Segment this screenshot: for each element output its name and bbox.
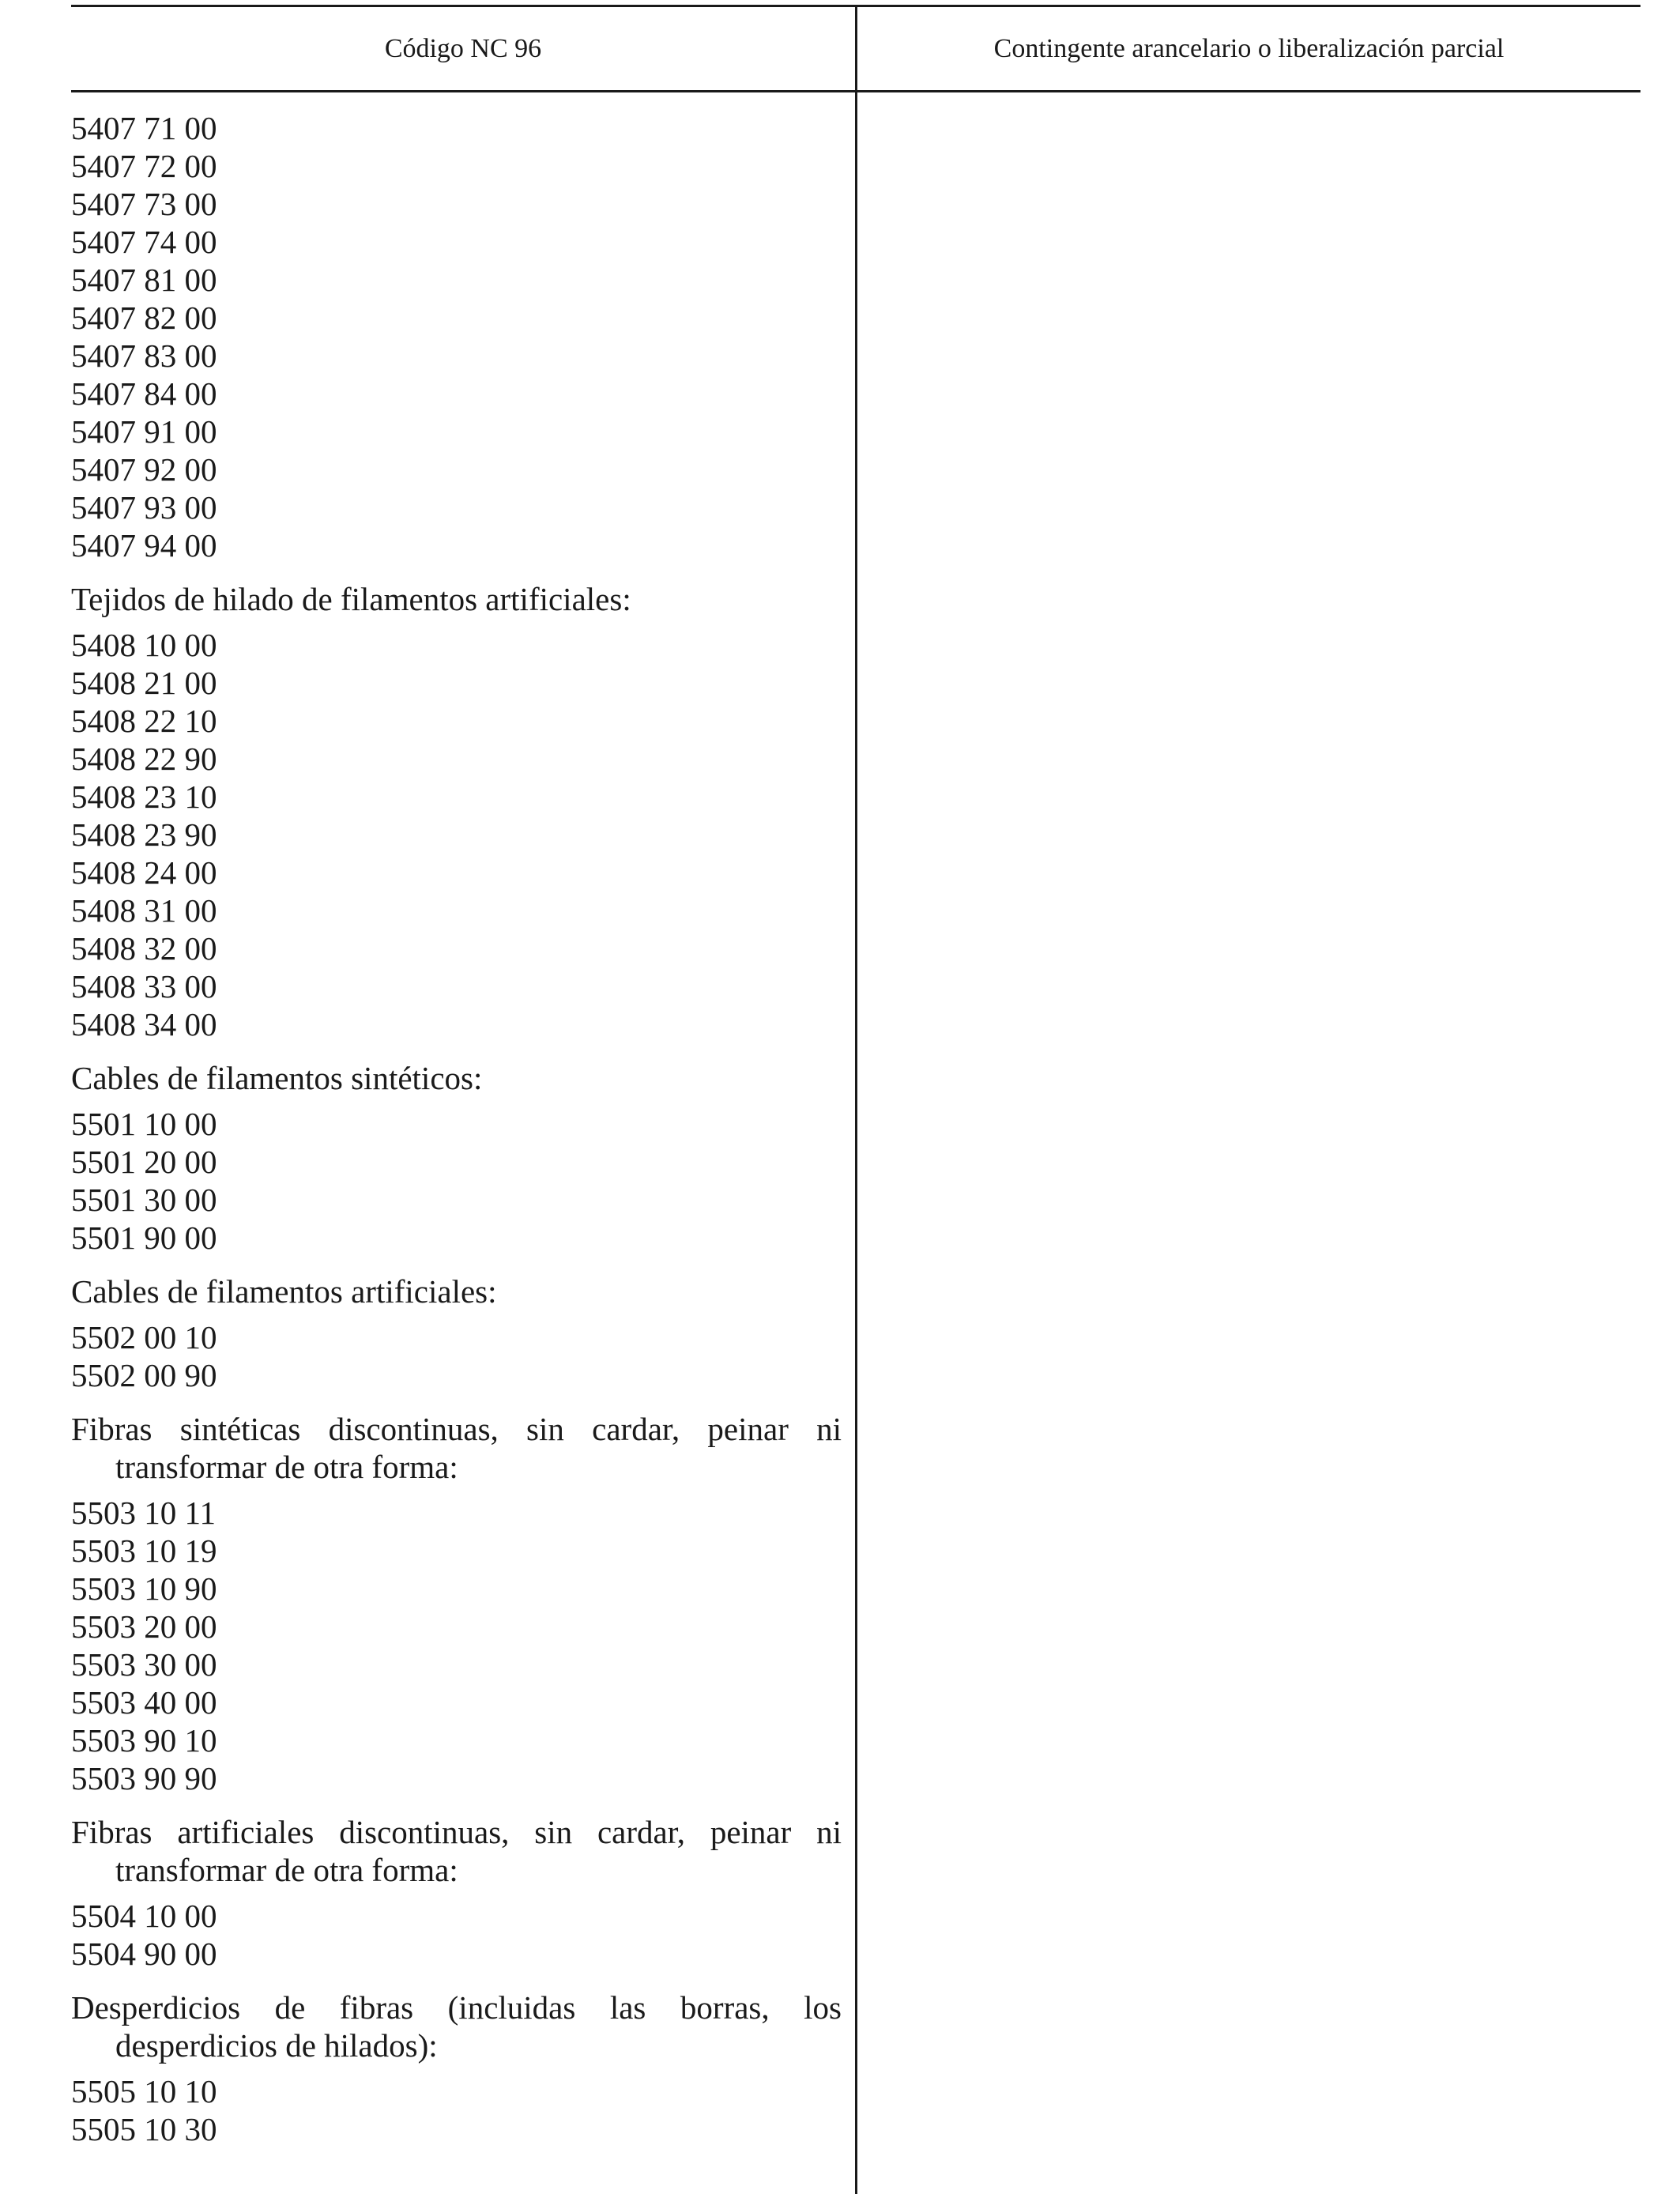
code-group: [71, 1410, 842, 1797]
nc-code: 5408 22 90: [71, 741, 217, 777]
nc-code: 5503 10 90: [71, 1570, 217, 1607]
code-group: [71, 1059, 842, 1257]
nc-code: 5407 94 00: [71, 527, 217, 564]
nc-code: 5504 10 00: [71, 1898, 217, 1934]
group-heading: Cables de filamentos sintéticos:: [71, 1060, 483, 1096]
code-group: [71, 109, 842, 564]
code-group: [71, 580, 842, 1043]
group-heading: Tejidos de hilado de filamentos artificiales:: [71, 581, 631, 617]
nc-code: 5407 83 00: [71, 337, 217, 374]
nc-code: 5407 71 00: [71, 110, 217, 146]
nc-code: 5504 90 00: [71, 1936, 217, 1972]
nc-code: 5501 20 00: [71, 1144, 217, 1180]
column-header-quota: Contingente arancelario o liberalización parcial: [993, 34, 1505, 63]
code-group: [71, 1989, 842, 2148]
code-group: [71, 1813, 842, 1973]
nc-code: 5501 90 00: [71, 1220, 217, 1256]
nc-code: 5503 90 90: [71, 1760, 217, 1796]
nc-code: 5503 10 19: [71, 1532, 217, 1569]
code-column: [71, 109, 842, 2148]
nc-code: 5502 00 90: [71, 1357, 217, 1393]
nc-code: 5505 10 30: [71, 2111, 217, 2147]
nc-code: 5407 93 00: [71, 489, 217, 526]
nc-code: 5407 72 00: [71, 148, 217, 184]
nc-code: 5502 00 10: [71, 1319, 217, 1355]
nc-code: 5407 84 00: [71, 375, 217, 412]
nc-code: 5407 74 00: [71, 224, 217, 260]
column-divider: [855, 5, 857, 2194]
nc-code: 5503 90 10: [71, 1722, 217, 1759]
nc-code: 5408 33 00: [71, 968, 217, 1005]
nc-code: 5503 20 00: [71, 1608, 217, 1645]
nc-code: 5503 30 00: [71, 1646, 217, 1683]
nc-code: 5408 22 10: [71, 703, 217, 739]
nc-code: 5408 23 10: [71, 778, 217, 815]
nc-code: 5408 32 00: [71, 930, 217, 967]
group-heading: Fibras sintéticas discontinuas, sin cardar, peinar ni transformar de otra forma:: [71, 1411, 842, 1485]
group-heading: Fibras artificiales discontinuas, sin cardar, peinar ni transformar de otra forma:: [71, 1814, 842, 1888]
code-group: [71, 1272, 842, 1394]
nc-code: 5408 34 00: [71, 1006, 217, 1042]
nc-code: 5503 40 00: [71, 1684, 217, 1721]
nc-code: 5408 24 00: [71, 854, 217, 891]
nc-code: 5407 82 00: [71, 300, 217, 336]
nc-code: 5407 91 00: [71, 413, 217, 450]
group-heading: Desperdicios de fibras (incluidas las borras, los desperdicios de hilados):: [71, 1989, 842, 2064]
nc-code: 5505 10 10: [71, 2073, 217, 2109]
nc-code: 5408 23 90: [71, 816, 217, 853]
nc-code: 5408 10 00: [71, 627, 217, 663]
header-bottom-rule: [71, 90, 1640, 92]
nc-code: 5407 73 00: [71, 186, 217, 222]
group-heading: Cables de filamentos artificiales:: [71, 1273, 497, 1310]
nc-code: 5408 21 00: [71, 665, 217, 701]
nc-code: 5501 10 00: [71, 1106, 217, 1142]
nc-code: 5407 81 00: [71, 262, 217, 298]
nc-code: 5501 30 00: [71, 1182, 217, 1218]
nc-code: 5407 92 00: [71, 451, 217, 488]
column-header-code: Código NC 96: [384, 34, 542, 63]
nc-code: 5503 10 11: [71, 1495, 216, 1531]
nc-code: 5408 31 00: [71, 892, 217, 929]
